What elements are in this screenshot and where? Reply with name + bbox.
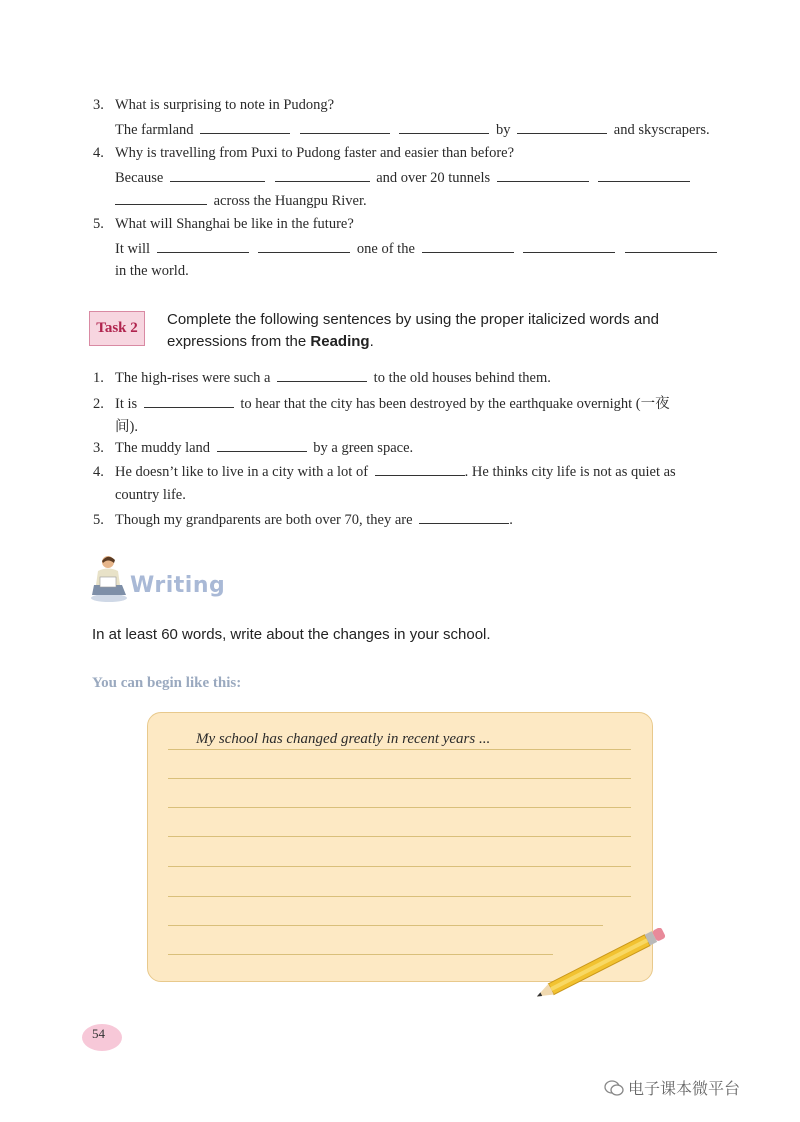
answer-prefix: Because [115,170,164,186]
watermark-text: 电子课本微平台 [628,1079,741,1098]
blank[interactable] [277,369,367,382]
writing-rule[interactable] [168,836,631,837]
item-number: 1. [93,370,104,386]
item-text: The muddy land [115,440,211,456]
blank[interactable] [115,192,207,205]
item-number: 3. [93,440,104,456]
task-item-1 [93,369,551,387]
task-instruction [167,309,727,353]
item-number: 2. [93,396,104,412]
answer-suffix: and skyscrapers. [613,122,710,138]
blank[interactable] [157,240,249,253]
writing-heading: Writing [130,573,226,598]
answer-prefix: It will [115,241,151,257]
question-number: 3. [93,97,104,113]
blank[interactable] [375,463,465,476]
writing-rule[interactable] [168,807,631,808]
item-number: 5. [93,512,104,528]
answer-mid: one of the [356,241,415,257]
blank[interactable] [275,169,370,182]
task-item-3 [93,439,413,457]
answer-suffix: across the Huangpu River. [213,193,367,209]
pencil-icon [526,928,676,1004]
question-number: 5. [93,216,104,232]
answer-line [115,240,720,258]
question-text: What is surprising to note in Pudong? [115,97,335,113]
answer-line [115,121,710,139]
instruction-end: . [369,333,374,350]
answer-line [115,263,189,280]
blank[interactable] [517,121,607,134]
question-number: 4. [93,145,104,161]
blank[interactable] [422,240,514,253]
writing-prompt: In at least 60 words, write about the changes in your school. [92,626,491,643]
answer-line [115,169,693,187]
writing-rule[interactable] [168,749,631,750]
blank[interactable] [170,169,265,182]
blank[interactable] [497,169,589,182]
instruction-line-1: Complete the following sentences by using the proper italicized words and [167,311,659,328]
blank[interactable] [258,240,350,253]
item-text: He doesn’t like to live in a city with a lot of [115,464,369,480]
answer-suffix: in the world. [115,263,189,279]
task-badge: Task 2 [89,311,145,346]
blank[interactable] [399,121,489,134]
answer-prefix: The farmland [115,122,194,138]
instruction-bold: Reading [310,333,370,350]
blank[interactable] [144,395,234,408]
item-text: Though my grandparents are both over 70, they are [115,512,413,528]
blank[interactable] [523,240,615,253]
item-text: 间). [115,419,138,435]
task-item-2 [93,392,670,413]
item-text: . He thinks city life is not as quiet as [464,464,676,480]
instruction-line-2: expressions from the [167,333,311,350]
writing-rule[interactable] [168,896,631,897]
item-number: 4. [93,464,104,480]
writing-rule[interactable] [168,925,603,926]
item-text: to hear that the city has been destroyed by the earthquake overnight (一夜 [240,396,670,412]
opening-sentence: My school has changed greatly in recent years ... [196,731,491,747]
watermark [604,1076,740,1099]
task-item-2-cont [115,415,138,436]
question-3 [93,97,334,114]
blank[interactable] [300,121,390,134]
answer-line [115,192,367,210]
student-writing-icon [88,553,130,603]
begin-hint: You can begin like this: [92,675,242,691]
item-text: It is [115,396,138,412]
question-4 [93,145,514,162]
item-text: country life. [115,487,186,503]
blank[interactable] [419,511,509,524]
blank[interactable] [200,121,290,134]
blank[interactable] [217,439,307,452]
task-item-4-cont [115,487,186,504]
answer-mid: and over 20 tunnels [376,170,491,186]
item-text: The high-rises were such a [115,370,271,386]
answer-mid: by [496,122,511,138]
task-item-4 [93,463,676,481]
blank[interactable] [598,169,690,182]
question-5 [93,216,354,233]
writing-rule[interactable] [168,866,631,867]
item-text: . [509,512,513,528]
task-item-5 [93,511,513,529]
page-number: 54 [92,1026,105,1041]
item-text: to the old houses behind them. [373,370,551,386]
question-text: What will Shanghai be like in the future? [115,216,354,232]
blank[interactable] [625,240,717,253]
writing-rule[interactable] [168,954,553,955]
question-text: Why is travelling from Puxi to Pudong faster and easier than before? [115,145,515,161]
item-text: by a green space. [313,440,414,456]
wechat-icon [604,1079,624,1097]
writing-rule[interactable] [168,778,631,779]
